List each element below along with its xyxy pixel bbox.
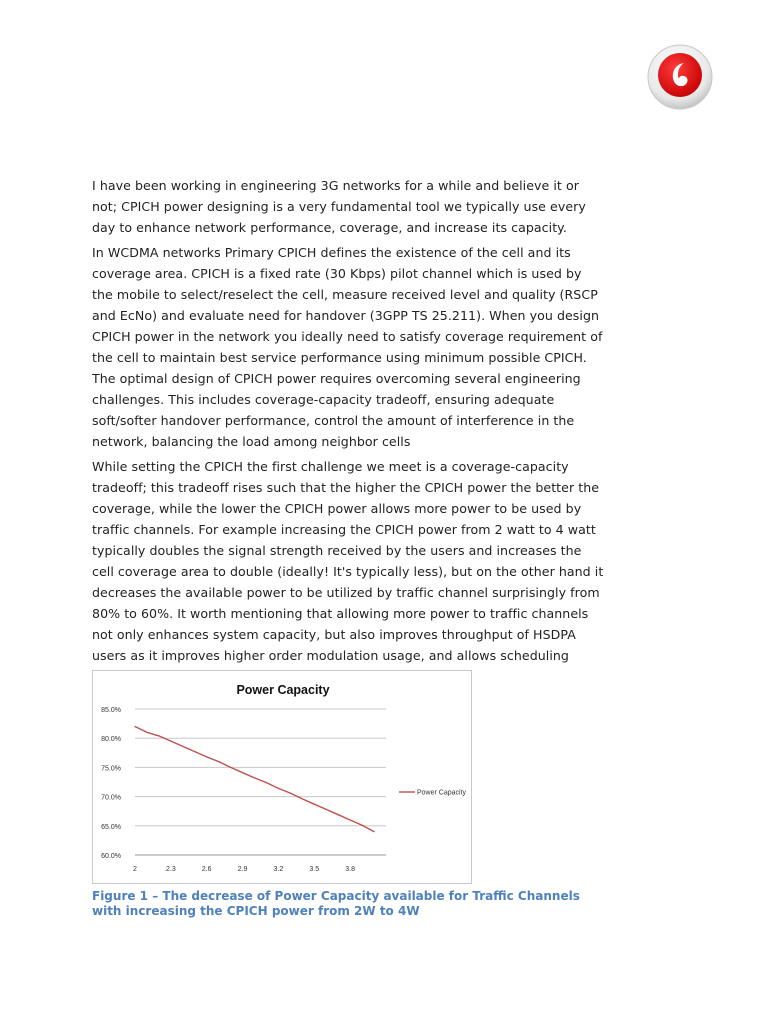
y-tick-label: 70.0% [101, 794, 121, 802]
legend-label: Power Capacity [417, 789, 467, 797]
x-tick-label: 2.3 [165, 866, 176, 873]
y-tick-label: 85.0% [101, 707, 121, 714]
data-point [146, 732, 147, 733]
data-point [361, 825, 362, 826]
x-tick-label: 2.6 [201, 866, 212, 873]
vodafone-speechmark-icon [647, 44, 713, 110]
data-point [182, 746, 183, 747]
x-tick-label: 2 [133, 866, 137, 873]
power-capacity-chart [92, 670, 472, 884]
figure-caption: Figure 1 – The decrease of Power Capacity available for Traffic Channels with increasing the CPICH power from 2W to 4W [92, 889, 580, 918]
data-point [242, 772, 243, 773]
vodafone-logo [647, 44, 713, 110]
x-tick-label: 3.5 [309, 866, 320, 873]
data-point [373, 831, 374, 832]
x-tick-label: 3.8 [345, 866, 356, 873]
paragraph-3: While setting the CPICH the first challenge we meet is a coverage-capacity tradeoff; this tradeoff rises such that the higher the CPICH power the better the coverage, while the lower the CPICH power allows more power to be used by traffic channels. For example increasing the CPICH power from 2 watt to 4 watt typically doubles the signal strength received by the users and increases the cell coverage area to double (ideally! It's typically less), but on the other hand it decreases the available power to be utilized by traffic channel surprisingly from 80% to 60%. It worth mentioning that allowing more power to traffic channels not only enhances system capacity, but also improves throughput of HSDPA users as it improves higher order modulation usage, and allows scheduling [92, 459, 604, 663]
paragraph-2: In WCDMA networks Primary CPICH defines the existence of the cell and its coverage area. CPICH is a fixed rate (30 Kbps) pilot channel which is used by the mobile to select/reselect the cell, measure received level and quality (RSCP and EcNo) and evaluate need for handover (3GPP TS 25.211). When you design CPICH power in the network you ideally need to satisfy coverage requirement of the cell to maintain best service performance using minimum possible CPICH. The optimal design of CPICH power requires overcoming several engineering challenges. This includes coverage-capacity tradeoff, ensuring adequate soft/softer handover performance, control the amount of interference in the network, balancing the load among neighbor cells [92, 245, 603, 449]
data-point [158, 735, 159, 736]
article-body [92, 175, 604, 691]
data-point [290, 792, 291, 793]
y-tick-label: 60.0% [101, 853, 121, 860]
data-point [278, 788, 279, 789]
data-point [338, 814, 339, 815]
data-point [230, 767, 231, 768]
data-point [326, 809, 327, 810]
chart-title: Power Capacity [236, 683, 330, 697]
data-point [254, 777, 255, 778]
data-point [314, 804, 315, 805]
data-point [218, 761, 219, 762]
x-tick-label: 3.2 [273, 866, 284, 873]
data-point [350, 819, 351, 820]
data-point [206, 756, 207, 757]
chart-canvas [93, 671, 471, 883]
series-line [135, 727, 374, 832]
x-tick-label: 2.9 [237, 866, 248, 873]
paragraph-1: I have been working in engineering 3G networks for a while and believe it or not; CPICH power designing is a very fundamental tool we typically use every day to enhance network performance, coverage, and increase its capacity. [92, 178, 586, 235]
y-tick-label: 75.0% [101, 765, 121, 773]
data-point [266, 782, 267, 783]
data-point [194, 751, 195, 752]
data-point [134, 726, 135, 727]
y-tick-label: 65.0% [101, 823, 121, 831]
data-point [170, 741, 171, 742]
data-point [302, 798, 303, 799]
y-tick-label: 80.0% [101, 736, 121, 744]
